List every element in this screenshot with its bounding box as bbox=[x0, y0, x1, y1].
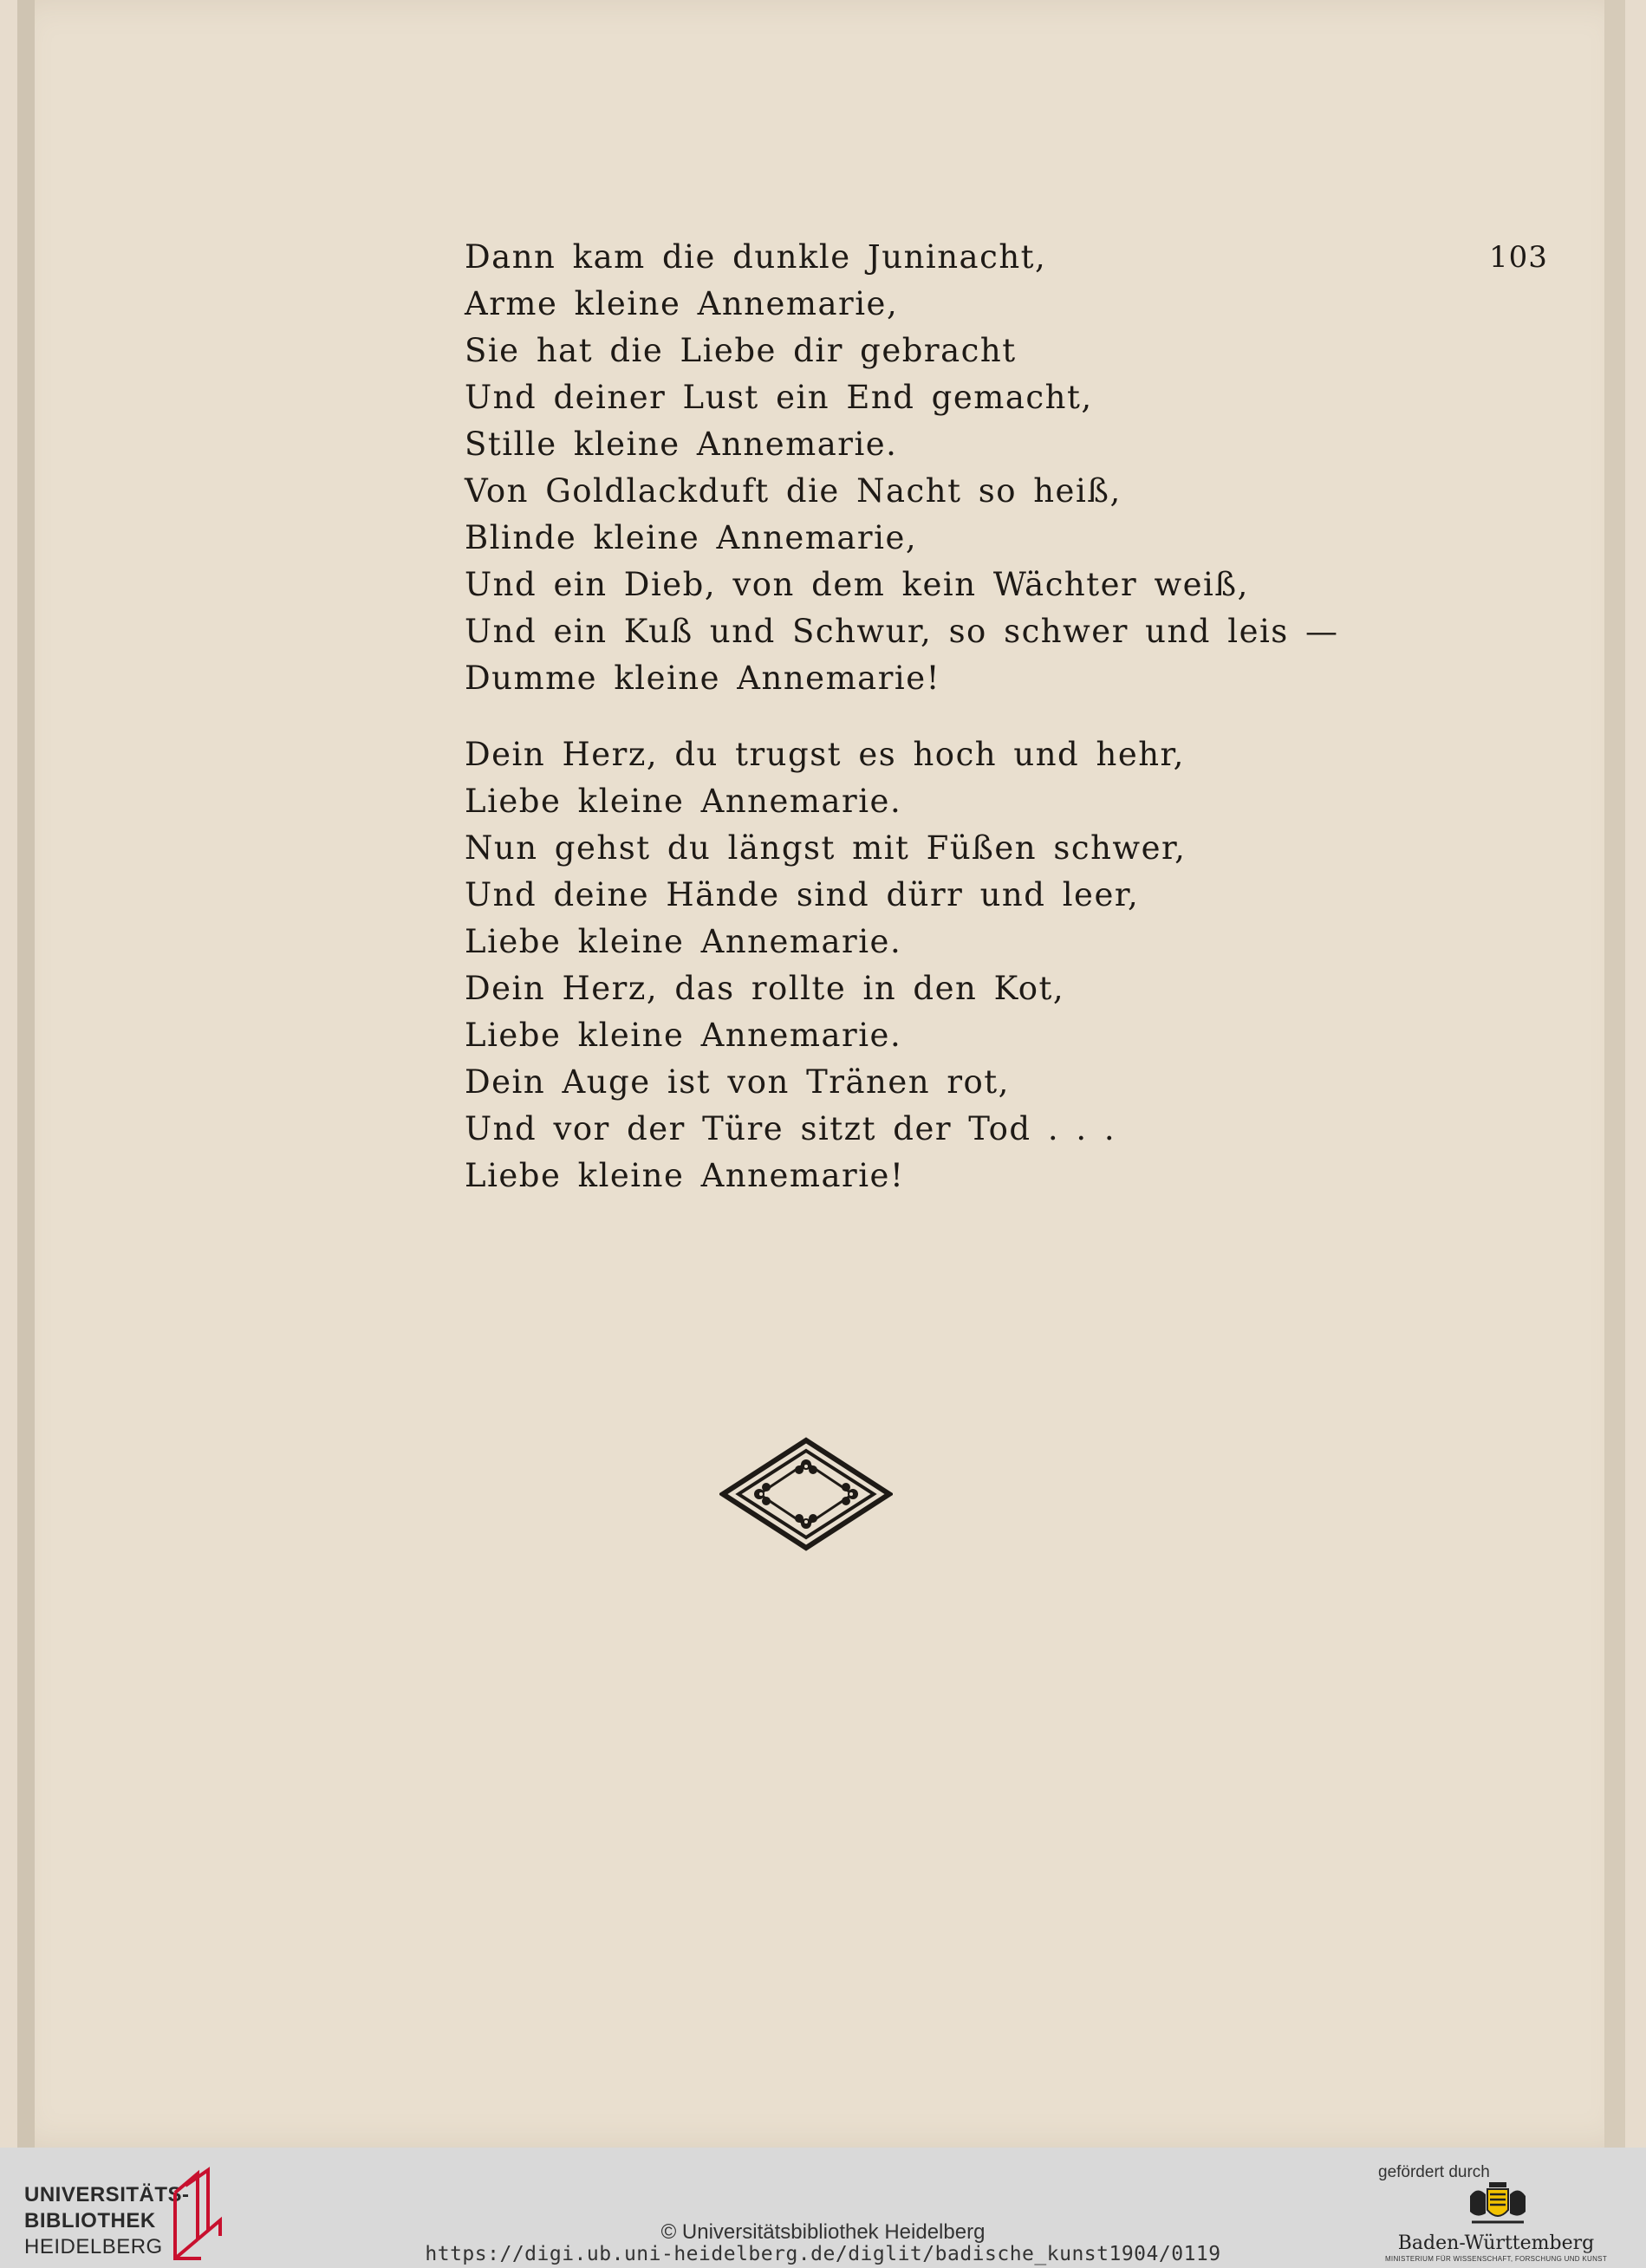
sponsor-ministry: MINISTERIUM FÜR WISSENSCHAFT, FORSCHUNG UND KUNST bbox=[1384, 2255, 1608, 2263]
poem-line: Und deiner Lust ein End gemacht, bbox=[465, 379, 1093, 416]
library-logo-line: UNIVERSITÄTS- bbox=[24, 2183, 190, 2206]
poem-line: Sie hat die Liebe dir gebracht bbox=[465, 332, 1017, 369]
poem-line: Liebe kleine Annemarie. bbox=[465, 783, 902, 820]
scan-edge-left bbox=[17, 0, 35, 2148]
poem-line: Dein Herz, du trugst es hoch und hehr, bbox=[465, 736, 1185, 773]
poem-line: Von Goldlackduft die Nacht so heiß, bbox=[465, 472, 1122, 510]
poem-line: Dein Herz, das rollte in den Kot, bbox=[465, 970, 1065, 1007]
poem-line: Arme kleine Annemarie, bbox=[465, 285, 899, 322]
poem-line: Und ein Kuß und Schwur, so schwer und leis — bbox=[465, 613, 1339, 650]
poem-line: Dann kam die dunkle Juninacht, bbox=[465, 238, 1047, 276]
sponsor-label: gefördert durch bbox=[1378, 2163, 1490, 2181]
scanned-page bbox=[17, 0, 1625, 2148]
poem-line: Liebe kleine Annemarie! bbox=[465, 1157, 905, 1194]
poem-line: Und deine Hände sind dürr und leer, bbox=[465, 876, 1140, 913]
permalink-url[interactable]: https://digi.ub.uni-heidelberg.de/diglit/badische_kunst1904/0119 bbox=[425, 2243, 1221, 2265]
library-logo-line: BIBLIOTHEK bbox=[24, 2209, 156, 2232]
diamond-ornament-icon bbox=[719, 1437, 893, 1551]
scan-edge-right bbox=[1604, 0, 1625, 2148]
poem-stanza-2 bbox=[465, 731, 1186, 1199]
library-logo-line: HEIDELBERG bbox=[24, 2235, 163, 2258]
poem-line: Liebe kleine Annemarie. bbox=[465, 923, 902, 960]
poem-line: Dumme kleine Annemarie! bbox=[465, 660, 940, 697]
page-number: 103 bbox=[1489, 240, 1548, 275]
poem-line: Liebe kleine Annemarie. bbox=[465, 1017, 902, 1054]
poem-line: Stille kleine Annemarie. bbox=[465, 426, 898, 463]
poem-line: Nun gehst du längst mit Füßen schwer, bbox=[465, 829, 1187, 867]
poem-line: Blinde kleine Annemarie, bbox=[465, 519, 918, 556]
poem-line: Dein Auge ist von Tränen rot, bbox=[465, 1063, 1010, 1101]
sponsor-name: Baden-Württemberg bbox=[1397, 2232, 1595, 2254]
coat-of-arms-icon bbox=[1463, 2180, 1532, 2229]
poem-line: Und vor der Türe sitzt der Tod . . . bbox=[465, 1110, 1116, 1147]
footer-bar bbox=[0, 2148, 1646, 2268]
poem-line: Und ein Dieb, von dem kein Wächter weiß, bbox=[465, 566, 1249, 603]
copyright-text: © Universitätsbibliothek Heidelberg bbox=[660, 2220, 986, 2244]
poem-stanza-1 bbox=[465, 234, 1339, 702]
